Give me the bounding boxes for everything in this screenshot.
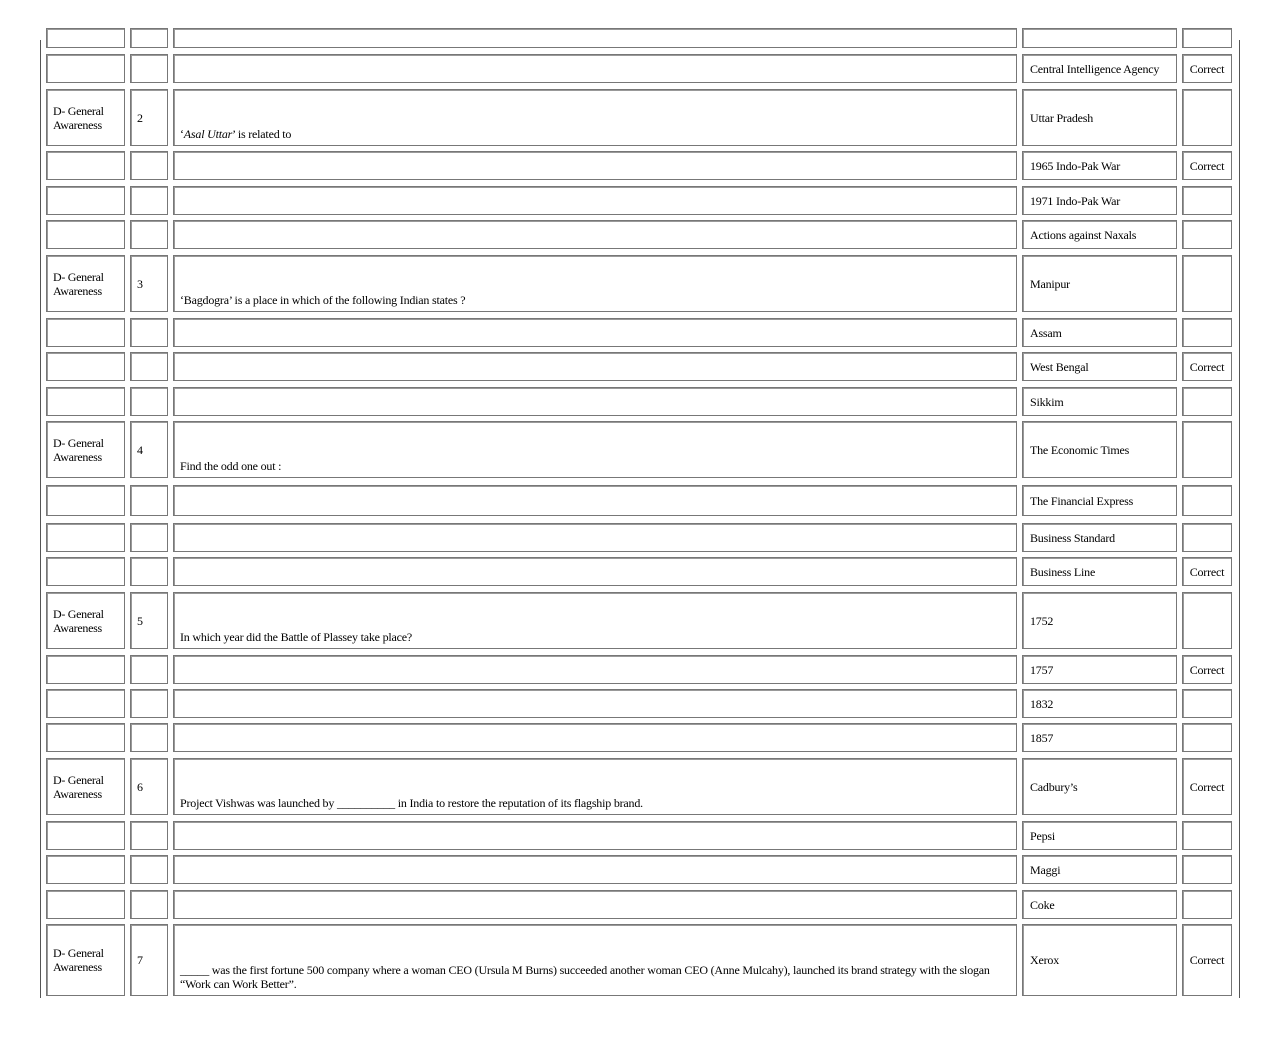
option-text: Business Standard bbox=[1030, 530, 1115, 545]
answer-cell bbox=[1182, 924, 1232, 996]
question-number-cell bbox=[130, 758, 168, 815]
option-text: 1832 bbox=[1030, 696, 1054, 711]
answer-text: Correct bbox=[1189, 61, 1225, 76]
question-cell bbox=[173, 220, 1017, 249]
question-cell bbox=[173, 924, 1017, 996]
option-cell bbox=[1022, 758, 1177, 815]
answer-cell bbox=[1182, 255, 1232, 312]
option-cell bbox=[1022, 485, 1177, 516]
option-cell bbox=[1022, 723, 1177, 752]
question-number-cell bbox=[130, 89, 168, 146]
category-cell bbox=[46, 890, 125, 919]
option-text: 1965 Indo-Pak War bbox=[1030, 158, 1121, 173]
question-text: Find the odd one out : bbox=[180, 459, 282, 473]
question-number-cell bbox=[130, 557, 168, 586]
answer-cell bbox=[1182, 592, 1232, 649]
question-number-cell bbox=[130, 318, 168, 347]
category-cell bbox=[46, 352, 125, 381]
question-number-cell bbox=[130, 220, 168, 249]
option-text: 1971 Indo-Pak War bbox=[1030, 193, 1121, 208]
answer-cell bbox=[1182, 54, 1232, 83]
question-number-cell bbox=[130, 54, 168, 83]
question-number-cell bbox=[130, 28, 168, 48]
question-text: _____ was the first fortune 500 company where a woman CEO (Ursula M Burns) succeeded another woman CEO (Anne Mulcahy), launched its brand strategy with the slogan “Work can Work Better”. bbox=[180, 963, 990, 991]
question-cell bbox=[173, 318, 1017, 347]
question-number-cell bbox=[130, 821, 168, 850]
question-cell bbox=[173, 186, 1017, 215]
question-text: Project Vishwas was launched by __________ in India to restore the reputation of its flagship brand. bbox=[180, 796, 643, 810]
answer-text: Correct bbox=[1189, 564, 1225, 579]
category-cell bbox=[46, 821, 125, 850]
question-number-cell bbox=[130, 151, 168, 180]
category-text: D- General Awareness bbox=[53, 606, 104, 635]
question-number-cell bbox=[130, 523, 168, 552]
question-emphasis: Asal Uttar bbox=[183, 127, 233, 141]
question-cell bbox=[173, 352, 1017, 381]
option-text: Actions against Naxals bbox=[1030, 227, 1137, 242]
option-cell bbox=[1022, 89, 1177, 146]
category-cell bbox=[46, 28, 125, 48]
answer-text: Correct bbox=[1189, 953, 1225, 967]
answer-cell bbox=[1182, 890, 1232, 919]
option-cell bbox=[1022, 890, 1177, 919]
question-number-text: 2 bbox=[137, 110, 143, 125]
question-number-cell bbox=[130, 255, 168, 312]
category-cell bbox=[46, 557, 125, 586]
question-cell bbox=[173, 28, 1017, 48]
category-text: D- General Awareness bbox=[53, 103, 104, 132]
option-cell bbox=[1022, 821, 1177, 850]
option-text: Cadbury’s bbox=[1030, 779, 1078, 794]
category-text: D- General Awareness bbox=[53, 772, 104, 801]
option-cell bbox=[1022, 28, 1177, 48]
question-cell bbox=[173, 655, 1017, 684]
question-cell bbox=[173, 821, 1017, 850]
answer-cell bbox=[1182, 655, 1232, 684]
category-cell bbox=[46, 387, 125, 416]
question-cell bbox=[173, 387, 1017, 416]
option-cell bbox=[1022, 655, 1177, 684]
category-cell bbox=[46, 318, 125, 347]
category-cell bbox=[46, 723, 125, 752]
option-text: Maggi bbox=[1030, 862, 1061, 877]
question-number-cell bbox=[130, 421, 168, 478]
category-cell bbox=[46, 54, 125, 83]
question-cell bbox=[173, 689, 1017, 718]
option-text: Central Intelligence Agency bbox=[1030, 61, 1160, 76]
answer-cell bbox=[1182, 220, 1232, 249]
category-cell bbox=[46, 592, 125, 649]
question-number-text: 3 bbox=[137, 276, 143, 291]
question-number-text: 7 bbox=[137, 953, 143, 967]
question-number-cell bbox=[130, 485, 168, 516]
question-number-text: 6 bbox=[137, 779, 143, 794]
answer-cell bbox=[1182, 186, 1232, 215]
category-text: D- General Awareness bbox=[53, 435, 104, 464]
option-cell bbox=[1022, 151, 1177, 180]
category-cell bbox=[46, 855, 125, 884]
answer-cell bbox=[1182, 523, 1232, 552]
question-cell bbox=[173, 89, 1017, 146]
option-cell bbox=[1022, 592, 1177, 649]
category-cell bbox=[46, 421, 125, 478]
answer-cell bbox=[1182, 485, 1232, 516]
answer-cell bbox=[1182, 689, 1232, 718]
option-cell bbox=[1022, 352, 1177, 381]
option-text: The Financial Express bbox=[1030, 493, 1134, 508]
option-cell bbox=[1022, 186, 1177, 215]
category-cell bbox=[46, 485, 125, 516]
category-cell bbox=[46, 655, 125, 684]
answer-cell bbox=[1182, 352, 1232, 381]
question-cell bbox=[173, 485, 1017, 516]
question-number-cell bbox=[130, 352, 168, 381]
answer-cell bbox=[1182, 421, 1232, 478]
answer-cell bbox=[1182, 387, 1232, 416]
question-number-cell bbox=[130, 592, 168, 649]
option-cell bbox=[1022, 255, 1177, 312]
option-text: Uttar Pradesh bbox=[1030, 110, 1094, 125]
question-number-cell bbox=[130, 924, 168, 996]
option-text: Sikkim bbox=[1030, 394, 1064, 409]
question-text: In which year did the Battle of Plassey take place? bbox=[180, 630, 413, 644]
option-text: West Bengal bbox=[1030, 359, 1089, 374]
question-number-text: 5 bbox=[137, 613, 143, 628]
category-text: D- General Awareness bbox=[53, 946, 104, 974]
answer-cell bbox=[1182, 89, 1232, 146]
answer-cell bbox=[1182, 758, 1232, 815]
option-text: 1752 bbox=[1030, 613, 1054, 628]
category-cell bbox=[46, 924, 125, 996]
answer-text: Correct bbox=[1189, 359, 1225, 374]
option-text: Pepsi bbox=[1030, 828, 1056, 843]
question-cell bbox=[173, 523, 1017, 552]
category-cell bbox=[46, 523, 125, 552]
category-cell bbox=[46, 220, 125, 249]
option-cell bbox=[1022, 318, 1177, 347]
question-cell bbox=[173, 255, 1017, 312]
option-text: Manipur bbox=[1030, 276, 1070, 291]
category-cell bbox=[46, 758, 125, 815]
question-number-cell bbox=[130, 689, 168, 718]
option-text: Xerox bbox=[1030, 953, 1059, 967]
answer-cell bbox=[1182, 723, 1232, 752]
answer-cell bbox=[1182, 28, 1232, 48]
option-cell bbox=[1022, 689, 1177, 718]
option-cell bbox=[1022, 557, 1177, 586]
category-cell bbox=[46, 689, 125, 718]
question-number-cell bbox=[130, 723, 168, 752]
option-cell bbox=[1022, 387, 1177, 416]
question-cell bbox=[173, 421, 1017, 478]
option-cell bbox=[1022, 855, 1177, 884]
question-cell bbox=[173, 54, 1017, 83]
answer-cell bbox=[1182, 318, 1232, 347]
answer-cell bbox=[1182, 855, 1232, 884]
answer-text: Correct bbox=[1189, 779, 1225, 794]
option-text: 1757 bbox=[1030, 662, 1054, 677]
question-cell bbox=[173, 890, 1017, 919]
question-number-cell bbox=[130, 186, 168, 215]
option-text: Business Line bbox=[1030, 564, 1096, 579]
option-text: The Economic Times bbox=[1030, 442, 1130, 457]
question-cell bbox=[173, 557, 1017, 586]
category-text: D- General Awareness bbox=[53, 269, 104, 298]
option-cell bbox=[1022, 523, 1177, 552]
option-cell bbox=[1022, 924, 1177, 996]
question-cell bbox=[173, 758, 1017, 815]
question-number-text: 4 bbox=[137, 442, 143, 457]
category-cell bbox=[46, 186, 125, 215]
option-text: Coke bbox=[1030, 897, 1055, 912]
question-number-cell bbox=[130, 855, 168, 884]
option-cell bbox=[1022, 421, 1177, 478]
answer-cell bbox=[1182, 821, 1232, 850]
answer-cell bbox=[1182, 151, 1232, 180]
question-number-cell bbox=[130, 387, 168, 416]
category-cell bbox=[46, 151, 125, 180]
answer-text: Correct bbox=[1189, 158, 1225, 173]
question-text: ‘Bagdogra’ is a place in which of the following Indian states ? bbox=[180, 293, 466, 307]
question-number-cell bbox=[130, 655, 168, 684]
answer-cell bbox=[1182, 557, 1232, 586]
category-cell bbox=[46, 89, 125, 146]
question-cell bbox=[173, 151, 1017, 180]
option-text: 1857 bbox=[1030, 730, 1054, 745]
question-cell bbox=[173, 723, 1017, 752]
option-text: Assam bbox=[1030, 325, 1062, 340]
question-text: ‘Asal Uttar’ is related to bbox=[180, 127, 292, 141]
option-cell bbox=[1022, 54, 1177, 83]
category-cell bbox=[46, 255, 125, 312]
question-cell bbox=[173, 855, 1017, 884]
option-cell bbox=[1022, 220, 1177, 249]
question-number-cell bbox=[130, 890, 168, 919]
answer-text: Correct bbox=[1189, 662, 1225, 677]
question-cell bbox=[173, 592, 1017, 649]
